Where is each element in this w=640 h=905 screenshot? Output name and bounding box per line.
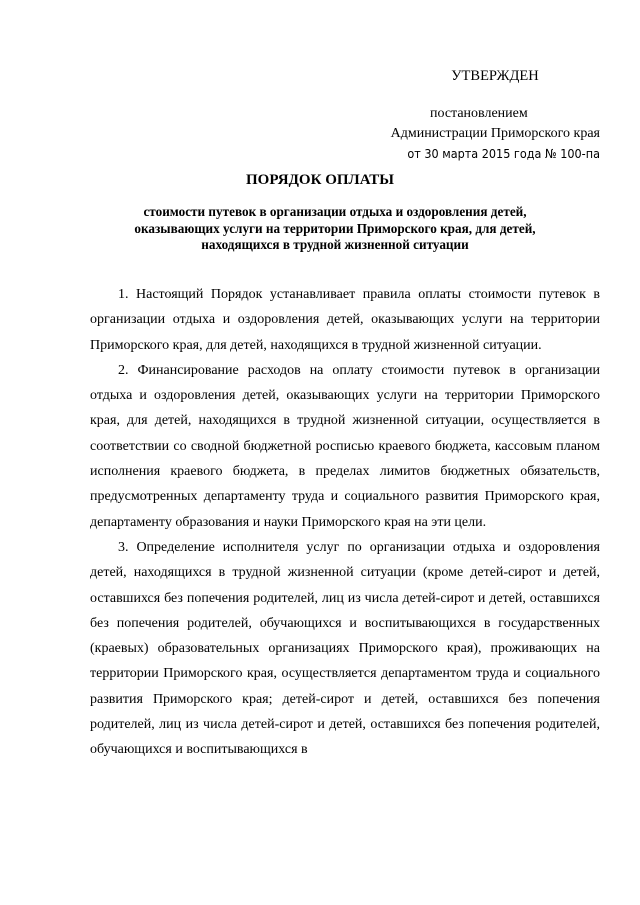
- approval-line-administration: Администрации Приморского края: [390, 126, 600, 141]
- paragraph-2: 2. Финансирование расходов на оплату стоимости путевок в организации отдыха и оздоровления детей, оказывающих услуги на территории Приморского края, для детей, находящихся в трудной жизненной ситуации, осуществляется в соответствии со сводной бюджетной росписью краевого бюджета, кассовым планом исполнения краевого бюджета, в пределах лимитов бюджетных обязательств, предусмотренных департаменту труда и социального развития Приморского края, департаменту образования и науки Приморского края на эти цели.: [90, 362, 600, 530]
- approval-line-date-number: от 30 марта 2015 года № 100-па: [407, 146, 600, 161]
- document-body: [90, 282, 600, 763]
- approval-title: УТВЕРЖДЕН: [451, 68, 539, 84]
- paragraph-1: 1. Настоящий Порядок устанавливает правила оплаты стоимости путевок в организации отдыха и оздоровления детей, оказывающих услуги на территории Приморского края, для детей, находящихся в трудной жизненной ситуации.: [90, 287, 600, 353]
- approval-line-decree: постановлением: [430, 106, 528, 121]
- paragraph-3: 3. Определение исполнителя услуг по организации отдыха и оздоровления детей, находящихся в трудной жизненной ситуации (кроме детей-сирот и детей, оставшихся без попечения родителей, лиц из числа детей-сирот и детей, оставшихся без попечения родителей, обучающихся и воспитывающихся в государственных (краевых) образовательных организациях Приморского края), проживающих на территории Приморского края, осуществляется департаментом труда и социального развития Приморского края; детей-сирот и детей, оставшихся без попечения родителей, лиц из числа детей-сирот и детей, оставшихся без попечения родителей, обучающихся и воспитывающихся в: [90, 539, 600, 758]
- document-title: ПОРЯДОК ОПЛАТЫ: [246, 172, 394, 188]
- document-subtitle: стоимости путевок в организации отдыха и оздоровления детей, оказывающих услуги на территории Приморского края, для детей, находящихся в трудной жизненной ситуации: [134, 204, 536, 252]
- approval-block: [360, 66, 600, 164]
